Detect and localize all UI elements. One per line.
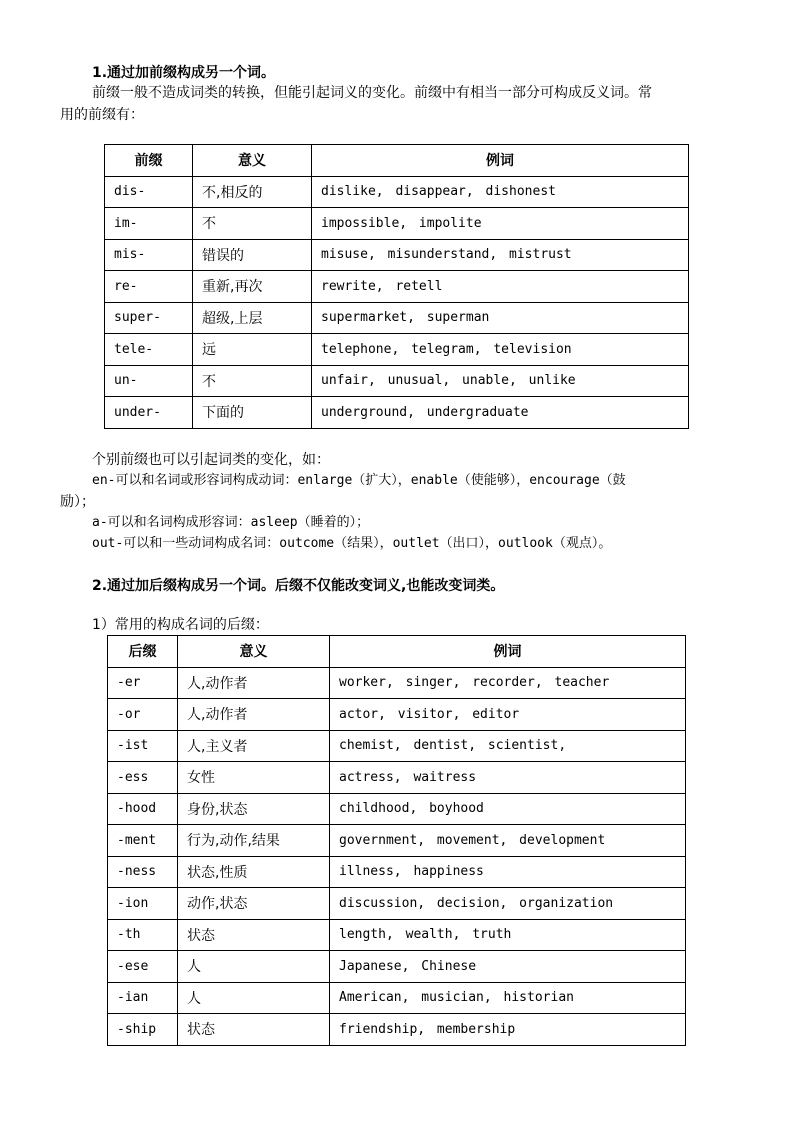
table-row: [105, 271, 689, 303]
table-row: [108, 951, 686, 983]
examples-header-cell: 例词: [312, 145, 689, 177]
table-row: [108, 825, 686, 857]
note-a: a-可以和名词构成形容词：asleep（睡着的）；: [92, 515, 370, 530]
meaning-cell: 状态: [178, 1014, 330, 1046]
examples-header-cell: 例词: [330, 636, 686, 668]
table-row: [108, 888, 686, 920]
meaning-cell: 下面的: [193, 397, 312, 429]
examples-cell: misuse, misunderstand, mistrust: [312, 239, 689, 271]
table-row: [105, 302, 689, 334]
note-intro: 个别前缀也可以引起词类的变化，如：: [92, 452, 330, 468]
examples-cell: Japanese, Chinese: [330, 951, 686, 983]
prefix-cell: un-: [105, 365, 193, 397]
section2-subheading: 1）常用的构成名词的后缀：: [92, 617, 269, 633]
examples-cell: telephone, telegram, television: [312, 334, 689, 366]
table-row: [108, 1014, 686, 1046]
section1-heading: 1.通过加前缀构成另一个词。: [92, 65, 276, 81]
examples-cell: rewrite, retell: [312, 271, 689, 303]
examples-cell: impossible, impolite: [312, 208, 689, 240]
examples-cell: friendship, membership: [330, 1014, 686, 1046]
suffix-cell: -ess: [108, 762, 178, 794]
table-row: [105, 239, 689, 271]
examples-cell: actor, visitor, editor: [330, 699, 686, 731]
table-row: [108, 856, 686, 888]
examples-cell: discussion, decision, organization: [330, 888, 686, 920]
table-row: [105, 176, 689, 208]
examples-cell: American, musician, historian: [330, 982, 686, 1014]
meaning-cell: 不: [193, 365, 312, 397]
suffix-table: [107, 635, 686, 1046]
section1-intro-line1: 前缀一般不造成词类的转换，但能引起词义的变化。前缀中有相当一部分可构成反义词。常: [92, 85, 652, 101]
table-row: [105, 365, 689, 397]
meaning-cell: 不,相反的: [193, 176, 312, 208]
meaning-cell: 人,主义者: [178, 730, 330, 762]
meaning-cell: 重新,再次: [193, 271, 312, 303]
examples-cell: actress, waitress: [330, 762, 686, 794]
table-row: [108, 730, 686, 762]
suffix-cell: -er: [108, 667, 178, 699]
examples-cell: unfair, unusual, unable, unlike: [312, 365, 689, 397]
prefix-cell: tele-: [105, 334, 193, 366]
prefix-cell: dis-: [105, 176, 193, 208]
examples-cell: supermarket, superman: [312, 302, 689, 334]
examples-cell: chemist, dentist, scientist,: [330, 730, 686, 762]
meaning-cell: 行为,动作,结果: [178, 825, 330, 857]
suffix-cell: -ness: [108, 856, 178, 888]
suffix-cell: -ian: [108, 982, 178, 1014]
suffix-cell: -th: [108, 919, 178, 951]
suffix-cell: -ment: [108, 825, 178, 857]
prefix-header-cell: 前缀: [105, 145, 193, 177]
meaning-cell: 状态,性质: [178, 856, 330, 888]
suffix-table-header-row: [108, 636, 686, 668]
examples-cell: worker, singer, recorder, teacher: [330, 667, 686, 699]
table-row: [108, 667, 686, 699]
examples-cell: dislike, disappear, dishonest: [312, 176, 689, 208]
table-row: [108, 982, 686, 1014]
meaning-cell: 人: [178, 951, 330, 983]
table-row: [105, 334, 689, 366]
prefix-cell: mis-: [105, 239, 193, 271]
table-row: [108, 699, 686, 731]
section1-intro-line2: 用的前缀有：: [60, 107, 144, 123]
suffix-cell: -ship: [108, 1014, 178, 1046]
meaning-header-cell: 意义: [193, 145, 312, 177]
meaning-cell: 状态: [178, 919, 330, 951]
suffix-cell: -or: [108, 699, 178, 731]
examples-cell: underground, undergraduate: [312, 397, 689, 429]
table-row: [108, 793, 686, 825]
suffix-cell: -ese: [108, 951, 178, 983]
table-row: [105, 208, 689, 240]
examples-cell: government, movement, development: [330, 825, 686, 857]
meaning-cell: 人,动作者: [178, 667, 330, 699]
meaning-cell: 错误的: [193, 239, 312, 271]
meaning-cell: 女性: [178, 762, 330, 794]
meaning-cell: 动作,状态: [178, 888, 330, 920]
table-row: [108, 919, 686, 951]
examples-cell: childhood, boyhood: [330, 793, 686, 825]
prefix-cell: im-: [105, 208, 193, 240]
prefix-table-header-row: [105, 145, 689, 177]
meaning-cell: 超级,上层: [193, 302, 312, 334]
suffix-header-cell: 后缀: [108, 636, 178, 668]
meaning-cell: 人,动作者: [178, 699, 330, 731]
meaning-header-cell: 意义: [178, 636, 330, 668]
prefix-table: [104, 144, 689, 429]
table-row: [108, 762, 686, 794]
prefix-cell: super-: [105, 302, 193, 334]
note-en-line1: en-可以和名词或形容词构成动词：enlarge（扩大），enable（使能够），encourage（鼓: [92, 473, 626, 488]
meaning-cell: 不: [193, 208, 312, 240]
prefix-cell: under-: [105, 397, 193, 429]
table-row: [105, 397, 689, 429]
note-out: out-可以和一些动词构成名词：outcome（结果），outlet（出口），outlook（观点）。: [92, 536, 612, 551]
examples-cell: length, wealth, truth: [330, 919, 686, 951]
meaning-cell: 人: [178, 982, 330, 1014]
suffix-cell: -ion: [108, 888, 178, 920]
prefix-cell: re-: [105, 271, 193, 303]
section2-heading: 2.通过加后缀构成另一个词。后缀不仅能改变词义,也能改变词类。: [92, 578, 505, 594]
note-en-line2: 励）；: [60, 494, 95, 510]
meaning-cell: 身份,状态: [178, 793, 330, 825]
meaning-cell: 远: [193, 334, 312, 366]
examples-cell: illness, happiness: [330, 856, 686, 888]
suffix-cell: -hood: [108, 793, 178, 825]
suffix-cell: -ist: [108, 730, 178, 762]
